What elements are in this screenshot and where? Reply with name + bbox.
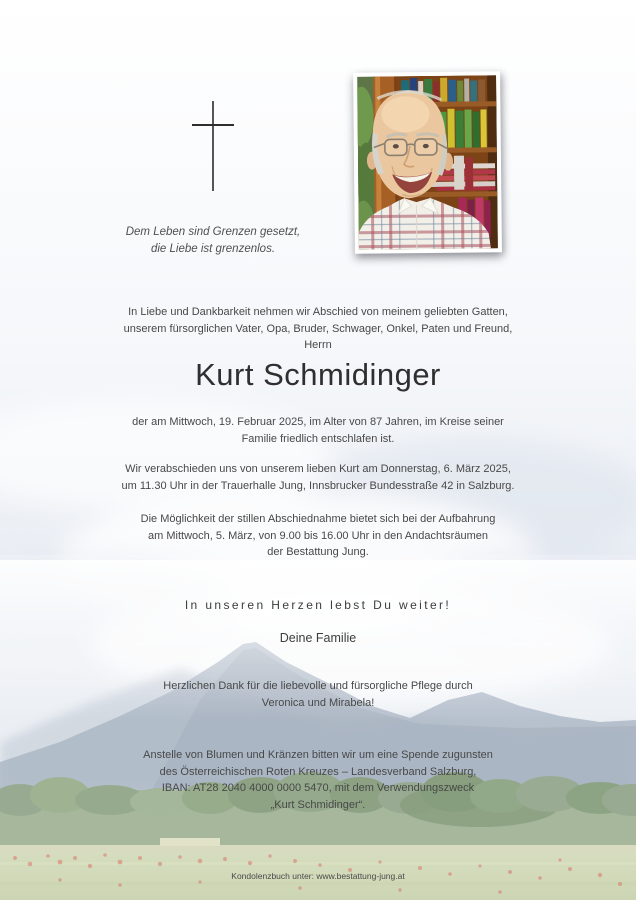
text-line: Veronica und Mirabela!	[261, 696, 375, 709]
text-line: Familie friedlich entschlafen ist.	[241, 432, 395, 445]
cross-vertical-bar	[212, 101, 214, 191]
text-line: Anstelle von Blumen und Kränzen bitten wir um eine Spende zugunsten	[143, 749, 493, 761]
condolence-book-label: Kondolenzbuch unter:	[231, 871, 314, 881]
cross-horizontal-bar	[192, 124, 234, 126]
cross-icon	[192, 101, 234, 191]
epigraph	[53, 224, 373, 258]
text-line: IBAN: AT28 2040 4000 0000 5470, mit dem Verwendungszweck	[161, 782, 475, 794]
announcement-paragraph	[38, 304, 598, 354]
thanks-paragraph	[38, 678, 598, 711]
text-line: am Mittwoch, 5. März, von 9.00 bis 16.00 Uhr in den Andachtsräumen	[148, 529, 488, 542]
text-line: der am Mittwoch, 19. Februar 2025, im Alter von 87 Jahren, im Kreise seiner	[132, 416, 504, 428]
text-line: Wir verabschieden uns von unserem lieben Kurt am Donnerstag, 6. März 2025,	[125, 463, 511, 475]
viewing-notice-paragraph	[38, 511, 598, 561]
donation-paragraph	[38, 747, 598, 813]
farewell-line: In unseren Herzen lebst Du weiter!	[184, 598, 452, 612]
funeral-service-paragraph	[38, 461, 598, 494]
text-line: der Bestattung Jung.	[267, 546, 369, 558]
text-line: „Kurt Schmidinger“.	[270, 798, 366, 811]
text-line: Herzlichen Dank für die liebevolle und fürsorgliche Pflege durch	[163, 680, 473, 692]
epigraph-line: Dem Leben sind Grenzen gesetzt,	[125, 226, 301, 238]
text-line: Herrn	[304, 339, 332, 351]
text-line: unserem fürsorglichen Vater, Opa, Bruder, Schwager, Onkel, Paten und Freund,	[123, 322, 513, 335]
text-line: um 11.30 Uhr in der Trauerhalle Jung, Innsbrucker Bundesstraße 42 in Salzburg.	[121, 479, 515, 492]
family-signature: Deine Familie	[279, 631, 357, 645]
condolence-book-link[interactable]: www.bestattung-jung.at	[316, 871, 405, 881]
portrait-photo-image	[357, 75, 498, 249]
portrait-photo	[353, 71, 502, 254]
text-line: des Österreichischen Roten Kreuzes – Landesverband Salzburg,	[159, 765, 477, 778]
deceased-name: Kurt Schmidinger	[195, 357, 441, 392]
epigraph-line: die Liebe ist grenzenlos.	[150, 243, 276, 255]
footer	[38, 871, 598, 881]
text-line: Die Möglichkeit der stillen Abschiednahme bietet sich bei der Aufbahrung	[140, 513, 496, 525]
death-notice-paragraph	[38, 414, 598, 447]
text-line: In Liebe und Dankbarkeit nehmen wir Abschied von meinem geliebten Gatten,	[128, 306, 508, 318]
